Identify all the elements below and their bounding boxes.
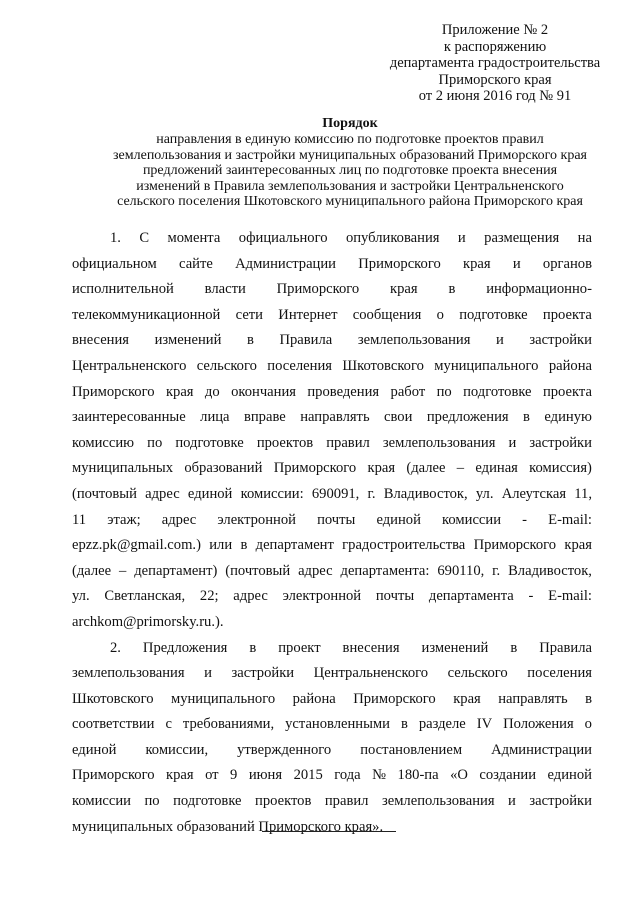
paragraph-line — [72, 456, 592, 482]
word: департамент) — [134, 562, 218, 579]
document-body — [72, 226, 592, 840]
word: департамента — [428, 588, 514, 605]
paragraph-1 — [72, 226, 592, 636]
word: Правила — [539, 639, 592, 656]
word: ул. — [72, 588, 90, 605]
word: застройки — [529, 332, 592, 349]
word: исполнительной — [72, 281, 174, 298]
word: E-mail: — [548, 588, 592, 605]
word: Правила — [279, 332, 333, 349]
word: свои — [384, 409, 413, 426]
word: проведения — [307, 383, 380, 400]
word: сельского — [196, 357, 257, 374]
word: лица — [200, 409, 230, 426]
word: установленными — [285, 716, 390, 733]
word: электронной — [282, 588, 362, 605]
word: 690110, — [437, 562, 485, 579]
word: района — [292, 690, 336, 707]
word: сообщения — [352, 306, 422, 323]
word: Алеутская — [501, 485, 567, 502]
word: и — [508, 793, 516, 810]
paragraph-line — [72, 712, 592, 738]
word: градостроительства — [342, 537, 466, 554]
word: Владивосток, — [508, 562, 592, 579]
word: в — [246, 332, 254, 349]
word: проекта — [542, 306, 592, 323]
word: момента — [167, 230, 221, 246]
word: органов — [542, 255, 592, 272]
paragraph-line — [72, 328, 592, 354]
word: или — [209, 537, 233, 554]
word: в — [249, 639, 257, 656]
word: (далее — [72, 562, 112, 579]
word: 2015 — [293, 767, 323, 784]
word: единой — [376, 511, 421, 528]
word: муниципального — [170, 690, 276, 707]
paragraph-line — [72, 661, 592, 687]
paragraph-line — [72, 636, 592, 662]
word: о — [584, 716, 592, 733]
word: адрес — [145, 485, 180, 502]
word: правил — [324, 793, 369, 810]
word: вправе — [243, 409, 286, 426]
word: застройки — [529, 434, 592, 451]
word: 11, — [574, 485, 592, 502]
word: Интернет — [278, 306, 338, 323]
word: официальном — [72, 255, 157, 272]
word: Приморского — [473, 537, 557, 554]
closing-rule — [262, 831, 396, 832]
word: подготовке — [463, 383, 532, 400]
paragraph-line — [72, 559, 592, 585]
document-title: Порядок — [322, 116, 378, 131]
word: 180-па — [397, 767, 439, 784]
word: комиссии — [72, 793, 131, 810]
word: на — [577, 230, 592, 246]
word: Приморского — [353, 690, 436, 707]
subtitle-line: землепользования и застройки муниципальных образований Приморского края — [113, 147, 587, 163]
word: муниципальных образований Приморского края». — [72, 818, 384, 835]
word: создании — [479, 767, 537, 784]
paragraph-line — [72, 533, 592, 559]
word: муниципального — [434, 357, 539, 374]
word: утвержденного — [237, 741, 332, 758]
word: E-mail: — [548, 511, 592, 528]
word: проектов — [256, 434, 314, 451]
appendix-line: департамента градостроительства — [389, 55, 601, 71]
document-subtitle — [60, 132, 640, 210]
word: окончания — [231, 383, 296, 400]
word: Администрации — [491, 741, 592, 758]
word: до — [204, 383, 220, 400]
paragraph-line — [72, 252, 592, 278]
word: Светланская, — [104, 588, 186, 605]
word: комиссии: — [240, 485, 304, 502]
word: почты — [317, 511, 356, 528]
word: края — [453, 690, 481, 707]
word: с — [165, 716, 172, 733]
word: и — [457, 230, 466, 246]
word: в — [400, 716, 408, 733]
word: адрес — [233, 588, 268, 605]
word: единую — [544, 409, 592, 426]
word: 9 — [230, 767, 238, 784]
word: образований — [184, 460, 263, 477]
word: Администрации — [235, 255, 336, 272]
word: единой — [72, 741, 117, 758]
word: г. — [367, 485, 376, 502]
word: власти — [204, 281, 246, 298]
word: района — [548, 357, 592, 374]
word: Центральненского — [72, 357, 187, 374]
word: проектов — [255, 793, 312, 810]
word: электронной — [217, 511, 296, 528]
word: работ — [390, 383, 426, 400]
paragraph-line — [72, 431, 592, 457]
paragraph-line — [72, 482, 592, 508]
paragraph-line — [72, 789, 592, 815]
paragraph-line — [72, 738, 592, 764]
word: в — [523, 409, 530, 426]
paragraph-2 — [72, 636, 592, 841]
word: Положения — [503, 716, 574, 733]
word: ул. — [475, 485, 494, 502]
word: от — [205, 767, 219, 784]
paragraph-line — [72, 584, 592, 610]
word: поселения — [527, 665, 592, 682]
word: адрес — [298, 562, 333, 579]
appendix-line: от 2 июня 2016 год № 91 — [418, 88, 572, 104]
word: застройки — [529, 793, 592, 810]
paragraph-line — [72, 687, 592, 713]
word: по — [436, 383, 452, 400]
word: «О — [450, 767, 468, 784]
subtitle-line: сельского поселения Шкотовского муниципального района Приморского края — [117, 194, 583, 210]
word: подготовке — [173, 793, 242, 810]
word: комиссия) — [529, 460, 592, 477]
paragraph-line — [72, 763, 592, 789]
appendix-line: Приложение № 2 — [441, 22, 549, 38]
word: землепользования — [381, 793, 495, 810]
paragraph-line — [72, 354, 592, 380]
word: заинтересованные — [72, 409, 186, 426]
paragraph-line — [72, 508, 592, 534]
word: края — [166, 767, 194, 784]
word: телекоммуникационной — [72, 306, 221, 323]
word: проект — [278, 639, 321, 656]
word: Центральненского — [313, 665, 429, 682]
word: С — [139, 230, 150, 246]
appendix-line: Приморского края — [438, 71, 552, 88]
word: 690091, — [311, 485, 360, 502]
word: комиссию — [72, 434, 135, 451]
paragraph-line — [72, 380, 592, 406]
word: адрес — [161, 511, 197, 528]
word: края — [390, 281, 418, 298]
word: 1. — [110, 230, 121, 246]
word: информационно- — [486, 281, 592, 298]
word: поселения — [267, 357, 332, 374]
word: сайте — [179, 255, 213, 272]
paragraph-line — [72, 610, 592, 636]
word: epzz.pk@gmail.com.) — [72, 537, 201, 554]
word: изменений — [154, 332, 222, 349]
word: внесения — [72, 332, 130, 349]
word: землепользования — [72, 665, 185, 682]
word: – — [456, 460, 465, 477]
word: Приморского — [72, 767, 155, 784]
paragraph-line — [72, 277, 592, 303]
word: и — [508, 434, 517, 451]
word: землепользования — [382, 434, 496, 451]
word: края — [367, 460, 396, 477]
word: требованиями, — [182, 716, 275, 733]
word: Приморского — [72, 383, 155, 400]
word: размещения — [484, 230, 560, 246]
subtitle-line: предложений заинтересованных лиц по подготовке проекта внесения — [142, 163, 558, 179]
word: направлять — [498, 690, 568, 707]
word: постановлением — [360, 741, 463, 758]
word: разделе — [418, 716, 466, 733]
word: изменений — [421, 639, 489, 656]
word: – — [119, 562, 127, 579]
paragraph-line — [72, 303, 592, 329]
subtitle-line: направления в единую комиссию по подготовке проектов правил — [156, 132, 544, 147]
word: № — [372, 767, 387, 784]
word: о — [436, 306, 444, 323]
word: комиссии — [442, 511, 502, 528]
word: Предложения — [142, 639, 228, 656]
word: г. — [492, 562, 501, 579]
word: IV — [476, 716, 493, 733]
word: Владивосток, — [383, 485, 468, 502]
word: землепользования — [357, 332, 471, 349]
word: предложения — [426, 409, 509, 426]
appendix-line: к распоряжению — [443, 38, 547, 55]
word: и — [512, 255, 521, 272]
word: (почтовый — [225, 562, 291, 579]
word: Шкотовского — [342, 357, 424, 374]
word: застройки — [231, 665, 295, 682]
word: опубликования — [345, 230, 440, 246]
word: года — [334, 767, 361, 784]
word: сети — [235, 306, 263, 323]
paragraph-line — [72, 815, 592, 841]
word: - — [528, 588, 534, 605]
word: 11 — [72, 511, 87, 528]
word: комиссии, — [145, 741, 209, 758]
word: (далее — [406, 460, 446, 477]
word: Шкотовского — [72, 690, 154, 707]
appendix-block — [370, 22, 620, 105]
word: департамент — [255, 537, 334, 554]
word: соответствии — [72, 716, 155, 733]
word: края — [564, 537, 592, 554]
word: - — [522, 511, 528, 528]
word: в — [448, 281, 456, 298]
word: проекта — [542, 383, 592, 400]
word: подготовке — [175, 434, 244, 451]
word: этаж; — [107, 511, 141, 528]
word: (почтовый — [72, 485, 137, 502]
word: единой — [187, 485, 233, 502]
word: 22; — [199, 588, 219, 605]
word: правил — [326, 434, 370, 451]
word: по — [144, 793, 160, 810]
paragraph-line — [72, 226, 592, 252]
word: Приморского — [273, 460, 357, 477]
word: в — [585, 690, 592, 707]
word: муниципальных — [72, 460, 174, 477]
word: по — [147, 434, 163, 451]
word: в — [510, 639, 518, 656]
subtitle-line: изменений в Правила землепользования и застройки Центральненского — [136, 178, 564, 194]
paragraph-line — [72, 405, 592, 431]
word: подготовке — [459, 306, 528, 323]
word: Приморского — [276, 281, 360, 298]
word: и — [495, 332, 504, 349]
word: почты — [375, 588, 415, 605]
word: и — [204, 665, 212, 682]
word: июня — [248, 767, 283, 784]
word: сельского — [447, 665, 508, 682]
word: направлять — [300, 409, 370, 426]
word: Приморского — [358, 255, 441, 272]
word: 2. — [110, 639, 121, 656]
word: департамента: — [340, 562, 430, 579]
word: единой — [547, 767, 592, 784]
word: края — [463, 255, 491, 272]
word: единая — [475, 460, 518, 477]
word: в — [240, 537, 248, 554]
word: официального — [238, 230, 328, 246]
word: archkom@primorsky.ru.). — [72, 613, 224, 630]
word: края — [165, 383, 194, 400]
word: внесения — [342, 639, 400, 656]
